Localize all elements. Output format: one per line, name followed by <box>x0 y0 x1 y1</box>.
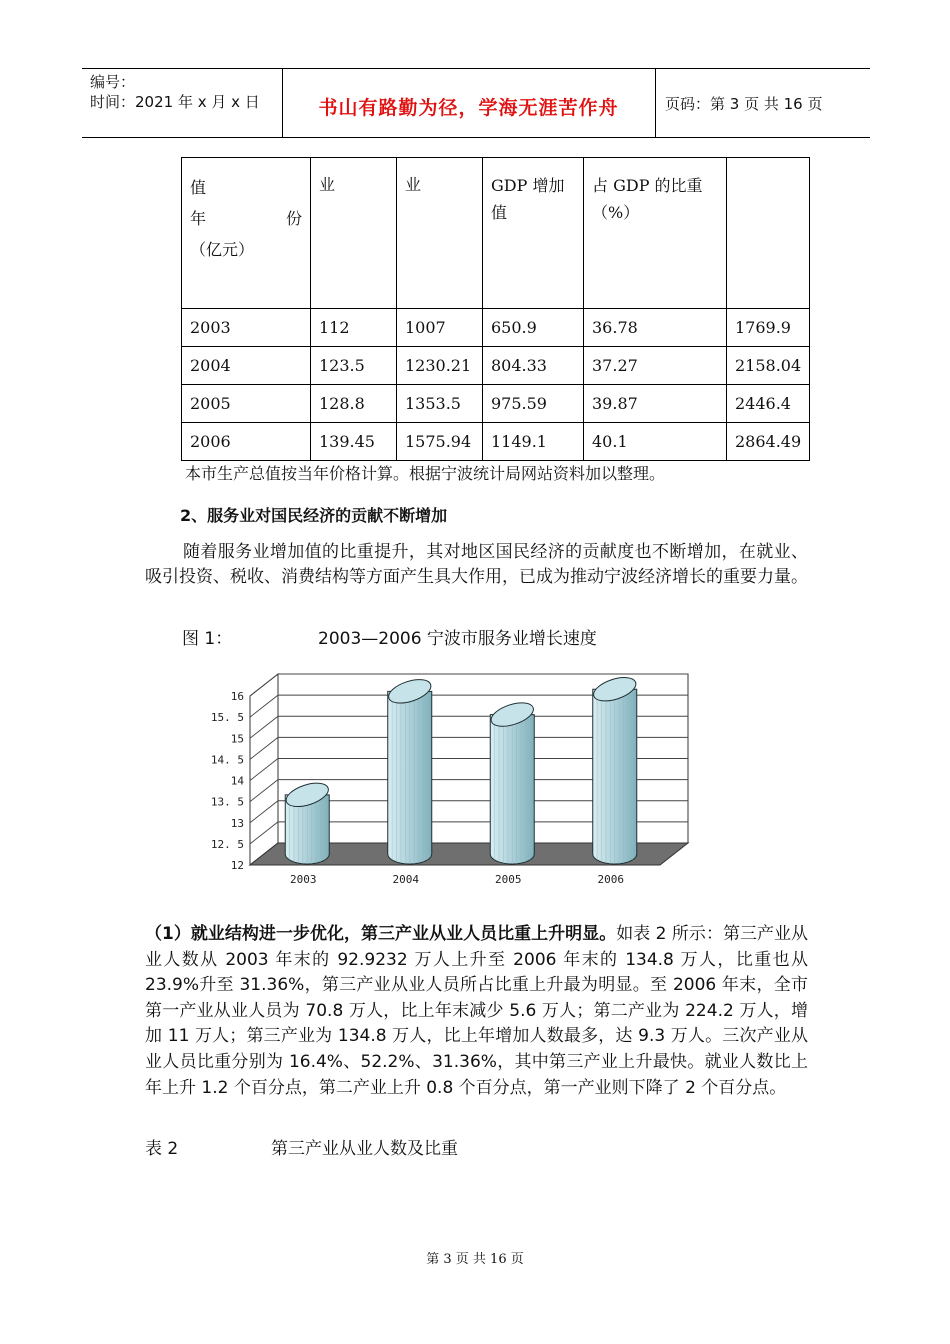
y-tick-label: 16 <box>230 690 244 703</box>
y-tick-label: 14 <box>230 774 244 788</box>
x-tick-label: 2005 <box>495 873 522 886</box>
header-info-cell <box>82 69 283 137</box>
y-tick-label: 14. 5 <box>210 753 244 767</box>
table-cell: 1353.5 <box>397 385 483 423</box>
table-cell: 1149.1 <box>483 423 584 461</box>
chart-bar <box>591 673 639 864</box>
header-page-info: 页码：第 3 页 共 16 页 <box>665 95 823 113</box>
table-note: 本市生产总值按当年价格计算。根据宁波统计局网站资料加以整理。 <box>185 464 666 483</box>
y-axis-ticks <box>211 690 244 872</box>
table-cell: 40.1 <box>584 423 727 461</box>
paragraph-body: 如表 2 所示：第三产业从业人数从 2003 年末的 92.9232 万人上升至 2006 年末的 134.8 万人，比重也从 23.9%升至 31.36%，第三产业从业人员所占比重上升最为明显。至 2006 年末，全市第一产业从业人员为 70.8 万人，比上年末减少 5.6 万人；第二产业为 224.2 万人，增加 11 万人；第三产业为 134.8 万人，比上年增加人数最多，达 9.3 万人。三次产业从业人员比重分别为 16.4%、52.2%、31.36%，其中第三产业上升最快。就业人数比上年上升 1.2 个百分点，第二产业上升 0.8 个百分点，第一产业则下降了 2 个百分点。 <box>145 924 809 1098</box>
table-cell: 1230.21 <box>397 347 483 385</box>
table-cell: 112 <box>311 309 397 347</box>
table-cell: 2003 <box>182 309 311 347</box>
table-cell: 975.59 <box>483 385 584 423</box>
table-row <box>182 347 810 385</box>
y-tick-label: 15. 5 <box>210 711 244 725</box>
table-cell: 128.8 <box>311 385 397 423</box>
table-header-cell: GDP 增加值 <box>483 158 584 309</box>
table-cell: 1007 <box>397 309 483 347</box>
y-tick-label: 13 <box>230 816 244 830</box>
table2-caption <box>145 1134 645 1159</box>
page-header <box>82 68 870 138</box>
table-cell: 39.87 <box>584 385 727 423</box>
table-cell: 123.5 <box>311 347 397 385</box>
table-header-row <box>182 158 810 309</box>
section-title: 2、服务业对国民经济的贡献不断增加 <box>180 506 448 525</box>
table-cell: 37.27 <box>584 347 727 385</box>
chart-bar <box>386 675 434 864</box>
table-header-cell: 占 GDP 的比重（%） <box>584 158 727 309</box>
table-cell: 804.33 <box>483 347 584 385</box>
paragraph-bold-lead: （1）就业结构进一步优化，第三产业从业人员比重上升明显。 <box>145 924 617 944</box>
y-tick-label: 15 <box>230 732 244 746</box>
table-row <box>182 385 810 423</box>
table-cell: 2158.04 <box>727 347 810 385</box>
figure-caption <box>182 624 597 649</box>
table-cell: 1769.9 <box>727 309 810 347</box>
table-cell: 2446.4 <box>727 385 810 423</box>
x-tick-label: 2004 <box>392 873 419 886</box>
table2-label: 表 2 <box>145 1139 179 1159</box>
y-tick-label: 12. 5 <box>210 837 244 851</box>
table-row <box>182 309 810 347</box>
table-cell: 1575.94 <box>397 423 483 461</box>
table-cell: 2004 <box>182 347 311 385</box>
x-tick-label: 2003 <box>290 873 317 886</box>
growth-bar-chart <box>195 660 715 900</box>
table-cell: 36.78 <box>584 309 727 347</box>
chart-bar <box>488 698 536 864</box>
x-tick-label: 2006 <box>597 873 624 886</box>
table2-title: 第三产业从业人数及比重 <box>271 1139 458 1159</box>
paragraph <box>145 922 808 1101</box>
table-cell: 2864.49 <box>727 423 810 461</box>
table-header-cell: 业 <box>311 158 397 309</box>
figure-title: 2003—2006 宁波市服务业增长速度 <box>318 629 597 649</box>
table-header-cell <box>727 158 810 309</box>
page-footer: 第 3 页 共 16 页 <box>426 1252 524 1267</box>
document-time-label: 时间：2021 年 x 月 x 日 <box>90 93 260 111</box>
document-number-label: 编号： <box>90 73 136 91</box>
table-cell: 2005 <box>182 385 311 423</box>
header-page-cell <box>656 69 870 137</box>
table-cell: 139.45 <box>311 423 397 461</box>
y-tick-label: 13. 5 <box>210 795 244 809</box>
paragraph: 随着服务业增加值的比重提升，其对地区国民经济的贡献度也不断增加，在就业、吸引投资、税收、消费结构等方面产生具大作用，已成为推动宁波经济增长的重要力量。 <box>145 542 808 587</box>
figure-label: 图 1： <box>182 629 233 649</box>
x-axis-ticks <box>290 873 624 886</box>
table-cell: 650.9 <box>483 309 584 347</box>
table-header-cell: 业 <box>397 158 483 309</box>
header-motto: 书山有路勤为径，学海无涯苦作舟 <box>318 97 619 119</box>
y-tick-label: 12 <box>230 859 244 872</box>
table-row <box>182 423 810 461</box>
table-header-cell: 值 年 份 （亿元） <box>182 158 311 309</box>
header-motto-cell <box>282 69 656 137</box>
table-cell: 2006 <box>182 423 311 461</box>
service-industry-table <box>181 157 810 461</box>
